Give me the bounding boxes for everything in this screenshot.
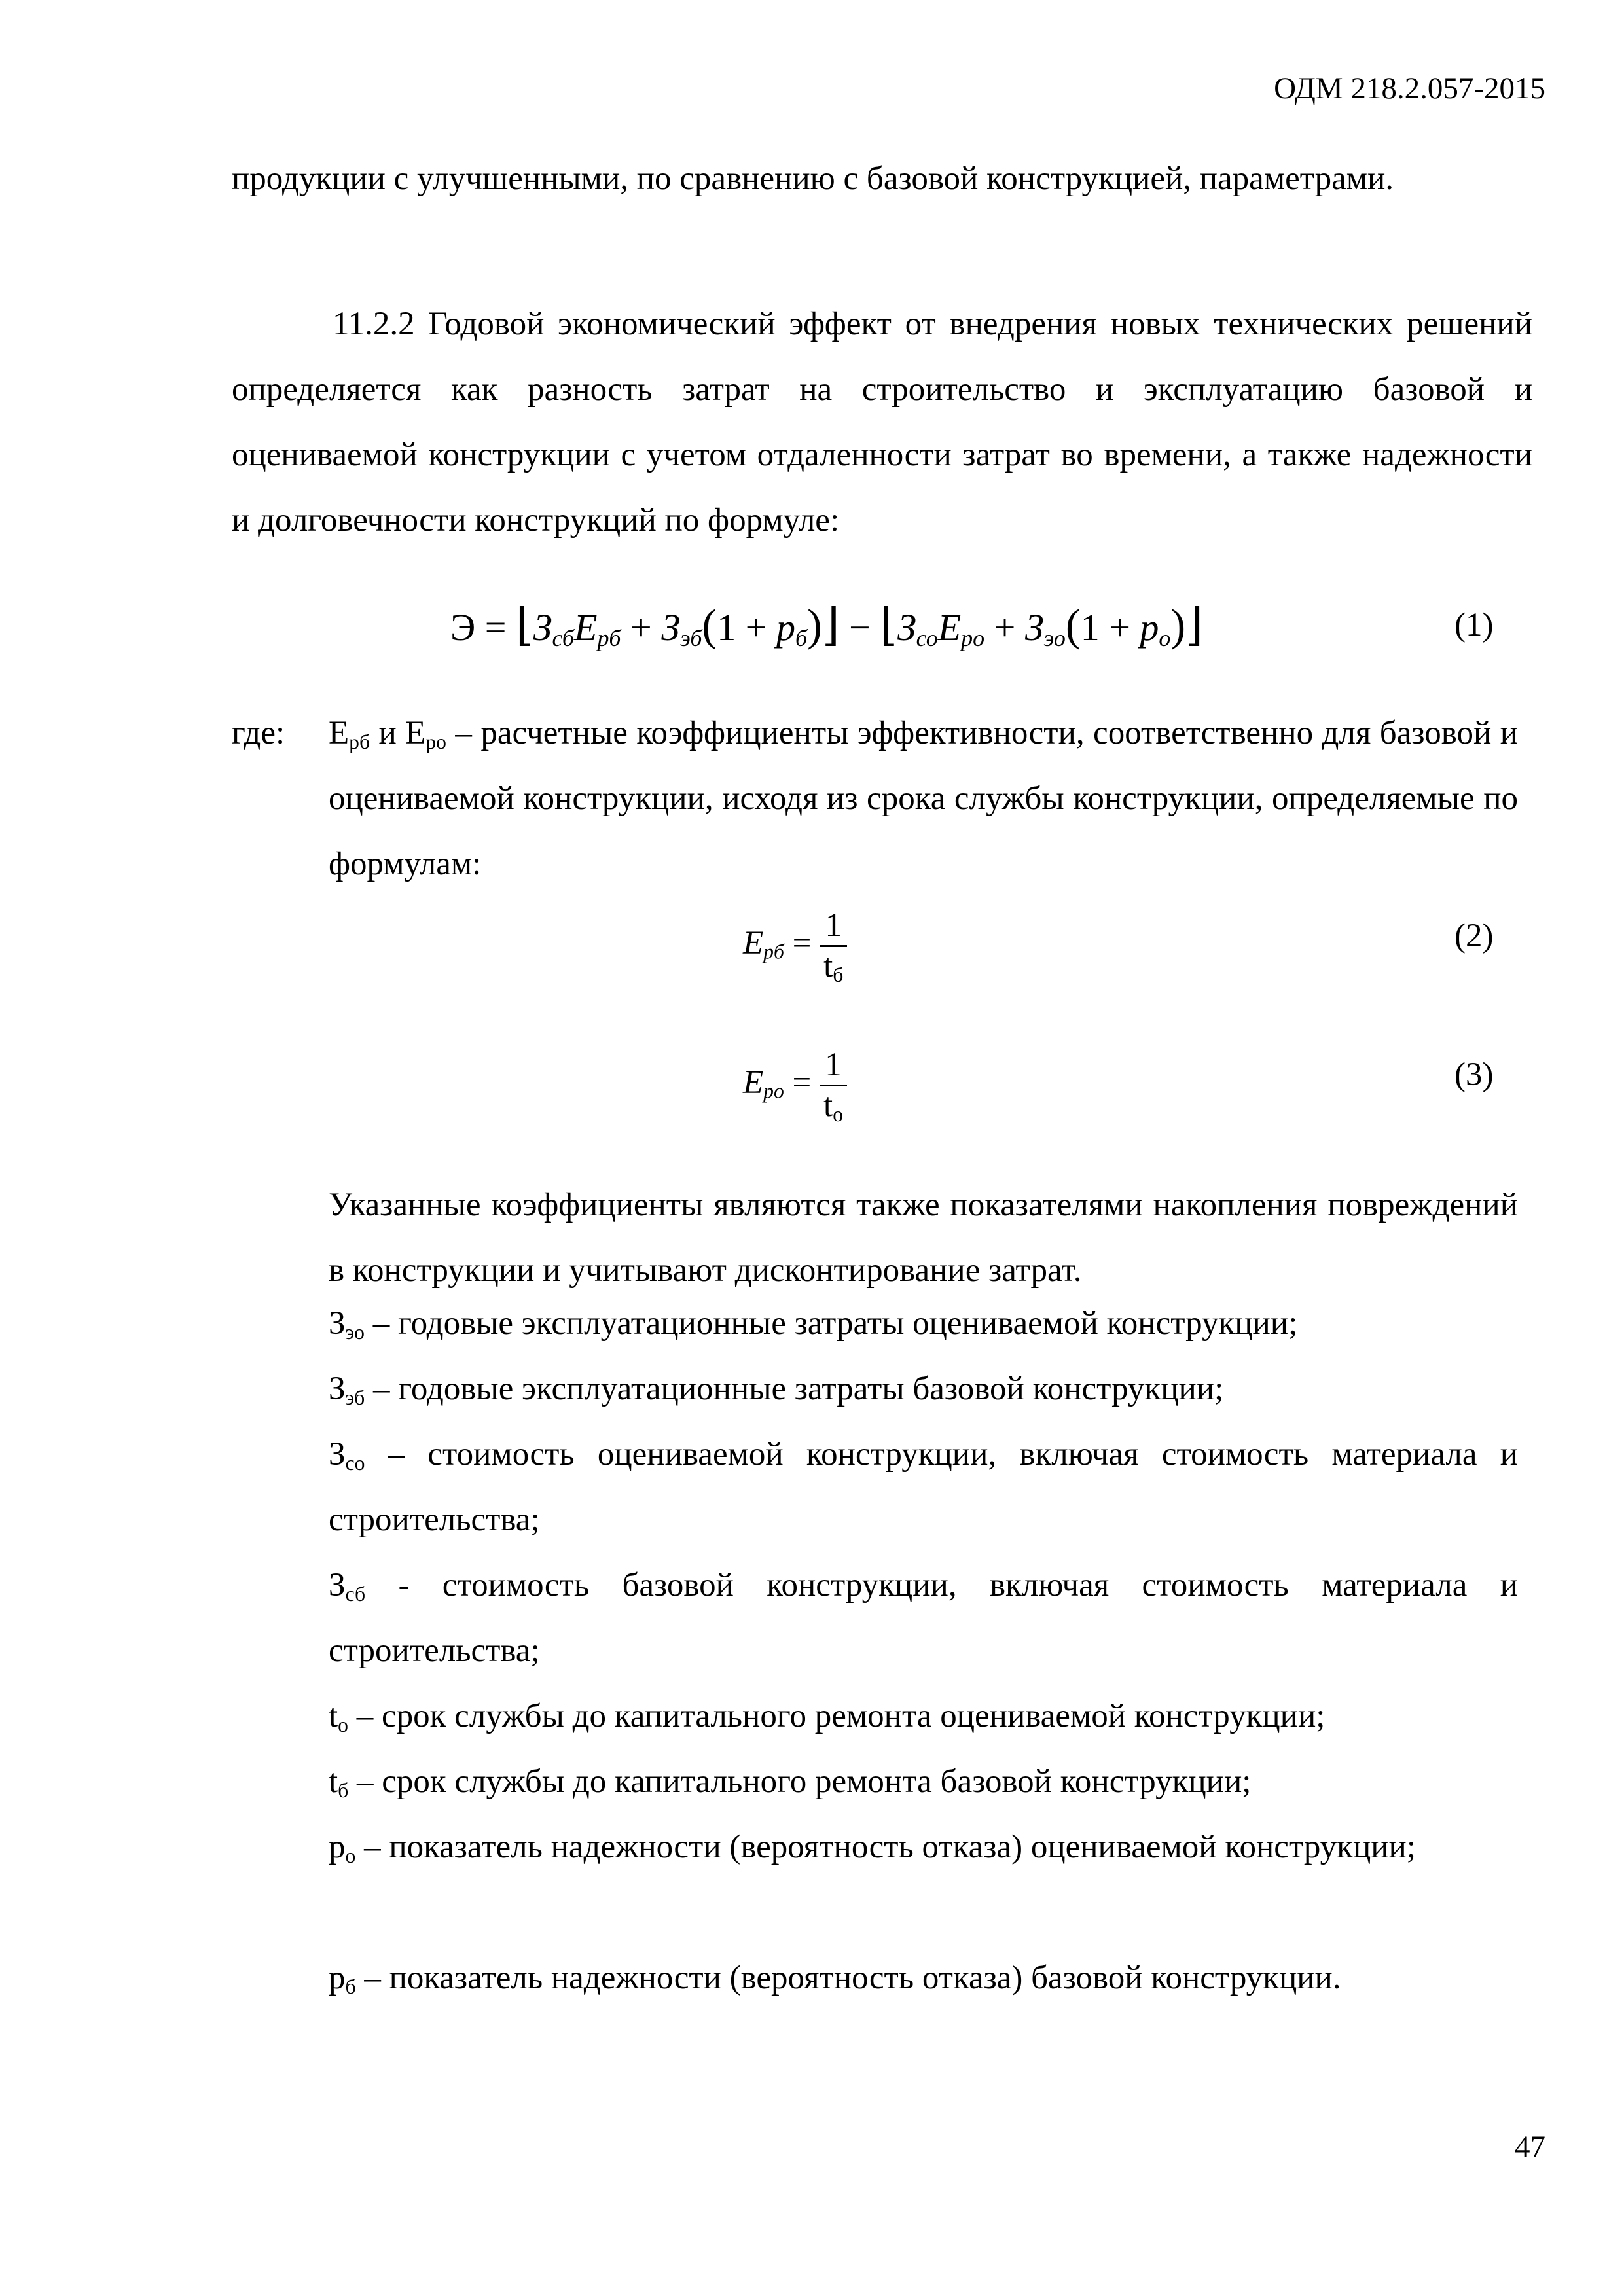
right-paren: ) <box>807 600 822 650</box>
sub: эо <box>1043 624 1066 651</box>
definition-p-o <box>329 1814 1518 1880</box>
left-floor-bracket: ⌊ <box>516 600 533 650</box>
definition-t-b <box>329 1749 1518 1814</box>
symbol: t <box>329 1698 338 1734</box>
equals-sign: = <box>484 606 507 649</box>
sub: рб <box>597 624 621 651</box>
where-paragraph <box>329 700 1518 897</box>
left-floor-bracket: ⌊ <box>880 600 897 650</box>
definition-text: – показатель надежности (вероятность отказа) базовой конструкции. <box>355 1960 1341 1996</box>
plus-sign: + <box>1109 606 1130 649</box>
fraction <box>820 906 847 985</box>
right-paren: ) <box>1170 600 1186 650</box>
left-paren: ( <box>702 600 717 650</box>
var-e: E <box>743 924 764 961</box>
minus-sign: − <box>849 606 871 649</box>
note-paragraph: Указанные коэффициенты являются также показателями накопления повреждений в конструкции и учитывают дисконтирование затрат. <box>329 1187 1518 1289</box>
plus-sign: + <box>745 606 767 649</box>
var-z: З <box>661 606 680 649</box>
right-floor-bracket: ⌋ <box>821 600 840 650</box>
var-t: t <box>823 947 833 984</box>
continuation-paragraph: продукции с улучшенными, по сравнению с базовой конструкцией, параметрами. <box>232 160 1394 197</box>
where-text: – расчетные коэффициенты эффективности, соответственно для базовой и оцениваемой конструкции, исходя из срока службы конструкции, определяемые по формулам: <box>329 715 1518 882</box>
right-floor-bracket: ⌋ <box>1185 600 1203 650</box>
and-word: и <box>378 715 397 751</box>
symbol: З <box>329 1371 346 1407</box>
sub: рб <box>349 730 370 753</box>
sub: ро <box>763 1079 784 1103</box>
plus-sign: + <box>630 606 652 649</box>
symbol: З <box>329 1567 346 1604</box>
sub: эб <box>345 1386 365 1409</box>
formula-2-number: (2) <box>1454 918 1494 954</box>
sub: б <box>795 624 808 651</box>
sub: б <box>338 1778 349 1802</box>
symbol: З <box>329 1436 346 1473</box>
numerator: 1 <box>825 907 842 944</box>
sub: эб <box>679 624 702 651</box>
var-e: E <box>743 1064 764 1101</box>
sub: сб <box>345 1582 366 1605</box>
definition-z-eo <box>329 1291 1518 1356</box>
definition-text: – показатель надежности (вероятность отказа) оцениваемой конструкции; <box>355 1829 1416 1865</box>
denominator <box>820 1085 847 1125</box>
var-e: E <box>937 606 962 649</box>
section-paragraph: 11.2.2 Годовой экономический эффект от внедрения новых технических решений определяется как разность затрат на строительство и эксплуатацию базовой и оцениваемой конструкции с учетом отдаленности затрат во времени, а также надежности и долговечности конструкций по формуле: <box>232 306 1532 539</box>
sub: о <box>338 1713 348 1736</box>
page-number: 47 <box>1515 2130 1545 2164</box>
formula-3-number: (3) <box>1454 1056 1494 1093</box>
sub: о <box>833 1102 844 1126</box>
where-label: где: <box>232 715 285 751</box>
equals-sign: = <box>792 1064 812 1101</box>
formula-2 <box>743 906 847 985</box>
e-rb-symbol: E <box>329 715 350 751</box>
definition-t-o <box>329 1683 1518 1749</box>
formula-1 <box>450 592 1203 660</box>
symbol: p <box>329 1960 346 1996</box>
var-z: З <box>897 606 916 649</box>
sub: о <box>345 1844 356 1867</box>
denominator <box>820 945 847 986</box>
sub: о <box>1159 624 1171 651</box>
one: 1 <box>717 606 736 649</box>
plus-sign: + <box>994 606 1016 649</box>
document-code: ОДМ 218.2.057-2015 <box>1274 71 1545 105</box>
sub: б <box>833 963 844 986</box>
sub: ро <box>961 624 985 651</box>
sub: рб <box>763 940 784 963</box>
fraction <box>820 1046 847 1124</box>
definition-text: - стоимость базовой конструкции, включая стоимость материала и строительства; <box>329 1567 1518 1669</box>
one: 1 <box>1080 606 1100 649</box>
definition-text: – годовые эксплуатационные затраты оцениваемой конструкции; <box>364 1305 1298 1342</box>
definition-z-eb <box>329 1356 1518 1422</box>
formula-3 <box>743 1046 847 1124</box>
var-z: З <box>1024 606 1044 649</box>
definition-z-sb <box>329 1552 1518 1683</box>
formula-1-lhs: Э <box>450 606 476 649</box>
sub: сб <box>552 624 575 651</box>
sub: со <box>916 624 938 651</box>
formula-1-number: (1) <box>1454 607 1494 643</box>
definition-text: – годовые эксплуатационные затраты базовой конструкции; <box>365 1371 1224 1407</box>
e-ro-symbol: E <box>405 715 426 751</box>
equals-sign: = <box>792 924 812 961</box>
var-p: p <box>1140 606 1159 649</box>
sub: б <box>345 1975 356 1998</box>
var-z: З <box>533 606 552 649</box>
definition-text: – срок службы до капитального ремонта оцениваемой конструкции; <box>348 1698 1326 1734</box>
sub: со <box>345 1451 365 1475</box>
symbol: t <box>329 1763 338 1800</box>
definition-z-so <box>329 1422 1518 1552</box>
symbol: p <box>329 1829 346 1865</box>
var-e: E <box>574 606 598 649</box>
definition-p-b <box>329 1945 1518 2011</box>
left-paren: ( <box>1065 600 1081 650</box>
var-p: p <box>776 606 795 649</box>
var-t: t <box>823 1086 833 1124</box>
definition-text: – срок службы до капитального ремонта базовой конструкции; <box>348 1763 1252 1800</box>
numerator: 1 <box>825 1047 842 1083</box>
sub: ро <box>425 730 446 753</box>
sub: эо <box>345 1320 365 1344</box>
symbol: З <box>329 1305 346 1342</box>
definition-text: – стоимость оцениваемой конструкции, включая стоимость материала и строительства; <box>329 1436 1518 1538</box>
